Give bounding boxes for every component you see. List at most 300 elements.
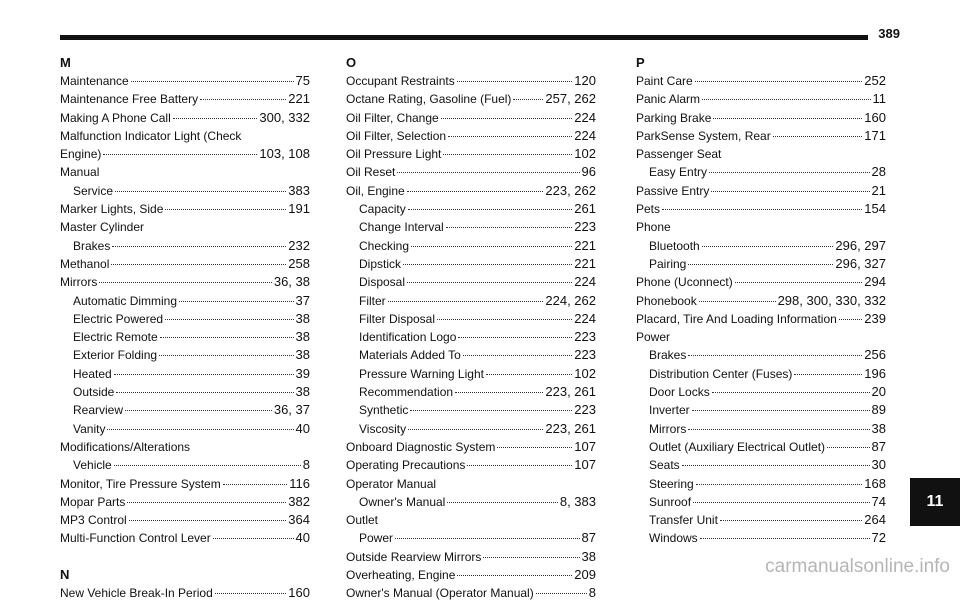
dot-leader bbox=[688, 429, 869, 430]
entry-page-ref[interactable]: 239 bbox=[864, 310, 886, 326]
entry-label: Maintenance bbox=[60, 74, 129, 88]
entry-label: Overheating, Engine bbox=[346, 568, 456, 583]
entry-label: Vehicle bbox=[73, 458, 112, 473]
entry-page-ref[interactable]: 224 bbox=[574, 109, 596, 125]
entry-label: Methanol bbox=[60, 256, 110, 271]
dot-leader bbox=[127, 502, 286, 503]
index-subentry[interactable] bbox=[636, 456, 886, 474]
dot-leader bbox=[458, 337, 572, 338]
index-heading: Modifications/Alterations bbox=[60, 439, 191, 454]
section-gap bbox=[60, 548, 310, 566]
dot-leader bbox=[114, 465, 301, 466]
entry-page-ref[interactable]: 382 bbox=[288, 493, 310, 509]
entry-label: Outlet (Auxiliary Electrical Outlet) bbox=[649, 439, 826, 454]
dot-leader bbox=[410, 410, 572, 411]
index-subentry[interactable] bbox=[346, 493, 596, 511]
dot-leader bbox=[411, 246, 572, 247]
entry-page-ref[interactable]: 191 bbox=[288, 201, 310, 217]
entry-label: Transfer Unit bbox=[649, 513, 718, 528]
dot-leader bbox=[112, 246, 286, 247]
index-subentry[interactable] bbox=[60, 310, 310, 328]
dot-leader bbox=[408, 209, 573, 210]
index-entry[interactable] bbox=[346, 584, 596, 602]
dot-leader bbox=[408, 429, 543, 430]
entry-page-ref[interactable]: 11 bbox=[872, 91, 886, 107]
dot-leader bbox=[125, 410, 272, 411]
entry-page-ref[interactable]: 107 bbox=[574, 457, 596, 473]
entry-page-ref[interactable]: 223 bbox=[574, 347, 596, 363]
dot-leader bbox=[720, 520, 862, 521]
index-subentry[interactable] bbox=[636, 529, 886, 547]
entry-label: Oil Reset bbox=[346, 165, 396, 180]
index-entry[interactable] bbox=[346, 145, 596, 163]
entry-label: Identification Logo bbox=[359, 330, 457, 345]
entry-label: Mopar Parts bbox=[60, 494, 126, 509]
entry-label: Change Interval bbox=[359, 220, 444, 235]
entry-page-ref[interactable]: 89 bbox=[871, 402, 886, 418]
entry-page-ref[interactable]: 75 bbox=[295, 73, 310, 88]
entry-page-ref[interactable]: 120 bbox=[574, 73, 596, 88]
entry-label: Oil Filter, Change bbox=[346, 110, 439, 125]
index-subentry[interactable] bbox=[346, 273, 596, 291]
index-subentry[interactable] bbox=[346, 237, 596, 255]
entry-label: Distribution Center (Fuses) bbox=[649, 366, 793, 381]
section-letter: M bbox=[60, 55, 71, 70]
index-column-3 bbox=[636, 54, 886, 548]
entry-page-ref[interactable]: 37 bbox=[295, 292, 310, 308]
index-heading: Passenger Seat bbox=[636, 147, 722, 162]
index-subentry[interactable] bbox=[60, 365, 310, 383]
entry-page-ref[interactable]: 232 bbox=[288, 237, 310, 253]
index-entry[interactable] bbox=[636, 90, 886, 108]
index-subentry[interactable] bbox=[636, 420, 886, 438]
entry-page-ref[interactable]: 298, 300, 330, 332 bbox=[777, 292, 886, 308]
entry-page-ref[interactable]: 383 bbox=[288, 182, 310, 198]
entry-label: Owner's Manual (Operator Manual) bbox=[346, 586, 534, 601]
dot-leader bbox=[103, 154, 257, 155]
entry-page-ref[interactable]: 258 bbox=[288, 255, 310, 271]
index-entry[interactable] bbox=[60, 584, 310, 602]
entry-label: New Vehicle Break-In Period bbox=[60, 585, 213, 600]
entry-page-ref[interactable]: 221 bbox=[574, 255, 596, 271]
entry-label: Automatic Dimming bbox=[73, 293, 178, 308]
index-entry[interactable] bbox=[346, 438, 596, 456]
index-column-2 bbox=[346, 54, 596, 603]
index-subentry[interactable] bbox=[60, 383, 310, 401]
entry-page-ref[interactable]: 300, 332 bbox=[259, 109, 310, 125]
entry-page-ref[interactable]: 294 bbox=[864, 274, 886, 290]
dot-leader bbox=[160, 337, 294, 338]
dot-leader bbox=[447, 502, 558, 503]
dot-leader bbox=[397, 172, 579, 173]
dot-leader bbox=[682, 465, 870, 466]
entry-label: Passive Entry bbox=[636, 183, 710, 198]
dot-leader bbox=[223, 484, 288, 485]
entry-label: Mirrors bbox=[60, 275, 98, 290]
index-entry[interactable] bbox=[346, 127, 596, 145]
index-subentry[interactable] bbox=[346, 310, 596, 328]
entry-label: Capacity bbox=[359, 202, 406, 217]
section-letter: P bbox=[636, 55, 645, 70]
dot-leader bbox=[107, 429, 293, 430]
entry-label: Recommendation bbox=[359, 385, 454, 400]
entry-label: Checking bbox=[359, 238, 410, 253]
dot-leader bbox=[794, 374, 862, 375]
dot-leader bbox=[395, 538, 580, 539]
entry-page-ref[interactable]: 171 bbox=[864, 127, 886, 143]
index-subentry[interactable] bbox=[636, 255, 886, 273]
page-number: 389 bbox=[878, 26, 900, 41]
index-heading: Operator Manual bbox=[346, 476, 437, 491]
dot-leader bbox=[712, 392, 870, 393]
entry-label: Easy Entry bbox=[649, 165, 708, 180]
entry-page-ref[interactable]: 160 bbox=[288, 584, 310, 600]
entry-page-ref[interactable]: 296, 297 bbox=[835, 237, 886, 253]
entry-page-ref[interactable]: 102 bbox=[574, 365, 596, 381]
entry-label: Oil, Engine bbox=[346, 183, 405, 198]
entry-label: Pairing bbox=[649, 256, 687, 271]
entry-page-ref[interactable]: 96 bbox=[581, 164, 596, 180]
index-subentry[interactable] bbox=[346, 200, 596, 218]
dot-leader bbox=[159, 355, 293, 356]
entry-page-ref[interactable]: 74 bbox=[871, 493, 886, 509]
entry-label: Exterior Folding bbox=[73, 348, 158, 363]
dot-leader bbox=[699, 301, 776, 302]
entry-page-ref[interactable]: 116 bbox=[289, 475, 310, 491]
entry-page-ref[interactable]: 39 bbox=[295, 365, 310, 381]
index-entry[interactable] bbox=[636, 109, 886, 127]
entry-page-ref[interactable]: 221 bbox=[288, 91, 310, 107]
index-subentry[interactable] bbox=[636, 493, 886, 511]
entry-label: Multi-Function Control Lever bbox=[60, 531, 211, 546]
index-entry[interactable] bbox=[60, 511, 310, 529]
entry-page-ref[interactable]: 223 bbox=[574, 219, 596, 235]
index-heading: Outlet bbox=[346, 513, 379, 528]
entry-page-ref[interactable]: 38 bbox=[581, 548, 596, 564]
index-subentry[interactable] bbox=[60, 346, 310, 364]
dot-leader bbox=[709, 172, 870, 173]
dot-leader bbox=[388, 301, 544, 302]
index-subentry[interactable] bbox=[60, 420, 310, 438]
entry-page-ref[interactable]: 224 bbox=[574, 310, 596, 326]
entry-page-ref[interactable]: 103, 108 bbox=[259, 146, 310, 162]
index-entry[interactable] bbox=[60, 72, 310, 90]
index-subentry[interactable] bbox=[60, 328, 310, 346]
entry-page-ref[interactable]: 168 bbox=[864, 475, 886, 491]
entry-label: Making A Phone Call bbox=[60, 110, 171, 125]
index-subentry[interactable] bbox=[346, 365, 596, 383]
index-entry[interactable] bbox=[346, 548, 596, 566]
index-subentry[interactable] bbox=[636, 163, 886, 181]
entry-page-ref[interactable]: 196 bbox=[864, 365, 886, 381]
entry-label: Oil Filter, Selection bbox=[346, 128, 447, 143]
dot-leader bbox=[131, 81, 294, 82]
dot-leader bbox=[446, 227, 573, 228]
entry-page-ref[interactable]: 223 bbox=[574, 329, 596, 345]
entry-label: Door Locks bbox=[649, 385, 710, 400]
index-subentry[interactable] bbox=[346, 383, 596, 401]
index-heading: Manual bbox=[60, 165, 100, 180]
entry-page-ref[interactable]: 38 bbox=[295, 347, 310, 363]
entry-label: Onboard Diagnostic System bbox=[346, 439, 496, 454]
dot-leader bbox=[111, 264, 286, 265]
entry-page-ref[interactable]: 221 bbox=[574, 237, 596, 253]
dot-leader bbox=[129, 520, 287, 521]
entry-label: Operating Precautions bbox=[346, 458, 466, 473]
entry-label: Outside bbox=[73, 385, 115, 400]
index-entry[interactable] bbox=[60, 145, 310, 163]
dot-leader bbox=[448, 136, 572, 137]
entry-label: Windows bbox=[649, 531, 698, 546]
entry-label: Parking Brake bbox=[636, 110, 712, 125]
index-entry[interactable] bbox=[636, 72, 886, 90]
dot-leader bbox=[773, 136, 863, 137]
dot-leader bbox=[711, 191, 869, 192]
entry-page-ref[interactable]: 87 bbox=[581, 530, 596, 546]
entry-page-ref[interactable]: 256 bbox=[864, 347, 886, 363]
index-entry[interactable] bbox=[60, 273, 310, 291]
entry-page-ref[interactable]: 38 bbox=[295, 384, 310, 400]
dot-leader bbox=[165, 319, 293, 320]
entry-page-ref[interactable]: 72 bbox=[871, 530, 886, 546]
index-entry[interactable] bbox=[636, 292, 886, 310]
dot-leader bbox=[696, 484, 863, 485]
index-subentry[interactable] bbox=[636, 475, 886, 493]
entry-label: Heated bbox=[73, 366, 112, 381]
entry-label: Panic Alarm bbox=[636, 92, 701, 107]
dot-leader bbox=[457, 575, 572, 576]
index-column-1 bbox=[60, 54, 310, 602]
header-rule bbox=[60, 35, 868, 40]
index-entry[interactable] bbox=[346, 163, 596, 181]
dot-leader bbox=[702, 246, 834, 247]
entry-label: Mirrors bbox=[649, 421, 687, 436]
entry-page-ref[interactable]: 8, 383 bbox=[559, 493, 596, 509]
index-subentry[interactable] bbox=[60, 401, 310, 419]
entry-label: Inverter bbox=[649, 403, 690, 418]
entry-label: Filter Disposal bbox=[359, 311, 436, 326]
entry-label: Outside Rearview Mirrors bbox=[346, 549, 482, 564]
entry-page-ref[interactable]: 40 bbox=[295, 420, 310, 436]
index-entry[interactable] bbox=[60, 109, 310, 127]
dot-leader bbox=[457, 81, 573, 82]
index-subentry[interactable] bbox=[346, 255, 596, 273]
dot-leader bbox=[688, 264, 833, 265]
dot-leader bbox=[407, 282, 572, 283]
index-entry[interactable] bbox=[636, 127, 886, 145]
index-entry[interactable] bbox=[346, 182, 596, 200]
entry-page-ref[interactable]: 296, 327 bbox=[835, 255, 886, 271]
index-entry[interactable] bbox=[60, 90, 310, 108]
entry-page-ref[interactable]: 107 bbox=[574, 438, 596, 454]
index-subentry[interactable] bbox=[60, 292, 310, 310]
entry-label: Power bbox=[359, 531, 394, 546]
dot-leader bbox=[536, 593, 587, 594]
entry-label: Service bbox=[73, 183, 114, 198]
index-subentry[interactable] bbox=[636, 237, 886, 255]
entry-page-ref[interactable]: 154 bbox=[864, 201, 886, 217]
entry-page-ref[interactable]: 223, 261 bbox=[545, 384, 596, 400]
entry-label: Owner's Manual bbox=[359, 494, 446, 509]
entry-label: Synthetic bbox=[359, 403, 409, 418]
entry-page-ref[interactable]: 102 bbox=[574, 146, 596, 162]
index-entry[interactable] bbox=[636, 200, 886, 218]
index-entry[interactable] bbox=[346, 456, 596, 474]
index-entry[interactable] bbox=[60, 493, 310, 511]
entry-label: Monitor, Tire Pressure System bbox=[60, 476, 221, 491]
index-entry[interactable] bbox=[346, 109, 596, 127]
index-subentry[interactable] bbox=[346, 218, 596, 236]
entry-label: Electric Powered bbox=[73, 311, 164, 326]
dot-leader bbox=[463, 355, 572, 356]
entry-label: Maintenance Free Battery bbox=[60, 92, 199, 107]
index-entry[interactable] bbox=[346, 90, 596, 108]
entry-page-ref[interactable]: 264 bbox=[864, 512, 886, 528]
entry-label: Materials Added To bbox=[359, 348, 461, 363]
index-entry[interactable] bbox=[60, 475, 310, 493]
entry-label: Oil Pressure Light bbox=[346, 147, 442, 162]
dot-leader bbox=[692, 410, 870, 411]
index-entry[interactable] bbox=[636, 182, 886, 200]
entry-label: Brakes bbox=[649, 348, 687, 363]
entry-label: Brakes bbox=[73, 238, 111, 253]
entry-label: Pets bbox=[636, 202, 661, 217]
dot-leader bbox=[702, 99, 870, 100]
index-heading: Malfunction Indicator Light (Check bbox=[60, 128, 242, 143]
dot-leader bbox=[115, 191, 286, 192]
entry-page-ref[interactable]: 87 bbox=[871, 438, 886, 454]
dot-leader bbox=[165, 209, 286, 210]
index-subentry[interactable] bbox=[346, 328, 596, 346]
entry-label: MP3 Control bbox=[60, 513, 127, 528]
entry-label: Vanity bbox=[73, 421, 106, 436]
dot-leader bbox=[483, 557, 579, 558]
entry-label: ParkSense System, Rear bbox=[636, 128, 771, 143]
entry-label: Bluetooth bbox=[649, 238, 700, 253]
entry-page-ref[interactable]: 30 bbox=[871, 457, 886, 473]
section-letter: N bbox=[60, 566, 70, 582]
entry-page-ref[interactable]: 36, 37 bbox=[273, 402, 310, 418]
dot-leader bbox=[213, 538, 294, 539]
entry-page-ref[interactable]: 8 bbox=[588, 585, 596, 601]
section-letter: O bbox=[346, 55, 357, 70]
watermark: carmanualsonline.info bbox=[765, 556, 950, 577]
index-subentry[interactable] bbox=[636, 438, 886, 456]
entry-page-ref[interactable]: 252 bbox=[864, 73, 886, 88]
entry-label: Filter bbox=[359, 293, 386, 308]
dot-leader bbox=[467, 465, 572, 466]
dot-leader bbox=[443, 154, 572, 155]
index-entry[interactable] bbox=[636, 273, 886, 291]
index-entry[interactable] bbox=[346, 72, 596, 90]
index-subentry[interactable] bbox=[636, 365, 886, 383]
entry-page-ref[interactable]: 224, 262 bbox=[545, 292, 596, 308]
entry-page-ref[interactable]: 224 bbox=[574, 274, 596, 290]
entry-page-ref[interactable]: 8 bbox=[302, 457, 310, 473]
dot-leader bbox=[688, 355, 862, 356]
index-entry[interactable] bbox=[60, 255, 310, 273]
entry-page-ref[interactable]: 21 bbox=[871, 182, 886, 198]
entry-page-ref[interactable]: 160 bbox=[864, 109, 886, 125]
dot-leader bbox=[693, 502, 870, 503]
dot-leader bbox=[215, 593, 287, 594]
index-subentry[interactable] bbox=[346, 292, 596, 310]
chapter-tab[interactable]: 11 bbox=[910, 478, 960, 526]
dot-leader bbox=[700, 538, 870, 539]
entry-page-ref[interactable]: 223, 261 bbox=[545, 420, 596, 436]
index-heading: Phone bbox=[636, 220, 671, 235]
index-subentry[interactable] bbox=[636, 346, 886, 364]
entry-label: Viscosity bbox=[359, 421, 407, 436]
dot-leader bbox=[695, 81, 863, 82]
index-subentry[interactable] bbox=[60, 456, 310, 474]
dot-leader bbox=[99, 282, 272, 283]
index-entry[interactable] bbox=[60, 200, 310, 218]
index-subentry[interactable] bbox=[346, 420, 596, 438]
dot-leader bbox=[713, 118, 862, 119]
index-subentry[interactable] bbox=[346, 529, 596, 547]
dot-leader bbox=[116, 392, 293, 393]
index-subentry[interactable] bbox=[636, 511, 886, 529]
index-entry[interactable] bbox=[636, 310, 886, 328]
index-subentry[interactable] bbox=[60, 182, 310, 200]
entry-label: Phone (Uconnect) bbox=[636, 275, 733, 290]
entry-page-ref[interactable]: 40 bbox=[295, 530, 310, 546]
entry-page-ref[interactable]: 38 bbox=[871, 420, 886, 436]
entry-label: Sunroof bbox=[649, 494, 692, 509]
entry-label: Paint Care bbox=[636, 74, 693, 88]
dot-leader bbox=[497, 447, 572, 448]
dot-leader bbox=[173, 118, 258, 119]
entry-page-ref[interactable]: 223 bbox=[574, 402, 596, 418]
entry-label: Octane Rating, Gasoline (Fuel) bbox=[346, 92, 512, 107]
entry-page-ref[interactable]: 20 bbox=[871, 384, 886, 400]
entry-page-ref[interactable]: 261 bbox=[574, 201, 596, 217]
index-subentry[interactable] bbox=[60, 237, 310, 255]
dot-leader bbox=[662, 209, 862, 210]
dot-leader bbox=[839, 319, 863, 320]
dot-leader bbox=[114, 374, 294, 375]
entry-page-ref[interactable]: 223, 262 bbox=[545, 182, 596, 198]
entry-label: Marker Lights, Side bbox=[60, 202, 164, 217]
entry-label: Disposal bbox=[359, 275, 406, 290]
entry-page-ref[interactable]: 36, 38 bbox=[273, 274, 310, 290]
entry-page-ref[interactable]: 224 bbox=[574, 127, 596, 143]
dot-leader bbox=[735, 282, 863, 283]
dot-leader bbox=[827, 447, 869, 448]
entry-page-ref[interactable]: 209 bbox=[574, 567, 596, 583]
index-subentry[interactable] bbox=[636, 401, 886, 419]
entry-label: Engine) bbox=[60, 147, 102, 162]
dot-leader bbox=[486, 374, 572, 375]
entry-page-ref[interactable]: 38 bbox=[295, 329, 310, 345]
dot-leader bbox=[403, 264, 572, 265]
index-subentry[interactable] bbox=[346, 346, 596, 364]
entry-page-ref[interactable]: 28 bbox=[871, 164, 886, 180]
entry-page-ref[interactable]: 257, 262 bbox=[545, 91, 596, 107]
dot-leader bbox=[407, 191, 544, 192]
index-subentry[interactable] bbox=[346, 401, 596, 419]
entry-page-ref[interactable]: 364 bbox=[288, 512, 310, 528]
dot-leader bbox=[179, 301, 294, 302]
entry-label: Occupant Restraints bbox=[346, 74, 455, 88]
index-heading: Power bbox=[636, 330, 671, 345]
dot-leader bbox=[513, 99, 543, 100]
index-subentry[interactable] bbox=[636, 383, 886, 401]
entry-label: Electric Remote bbox=[73, 330, 158, 345]
index-entry[interactable] bbox=[60, 529, 310, 547]
entry-page-ref[interactable]: 38 bbox=[295, 310, 310, 326]
